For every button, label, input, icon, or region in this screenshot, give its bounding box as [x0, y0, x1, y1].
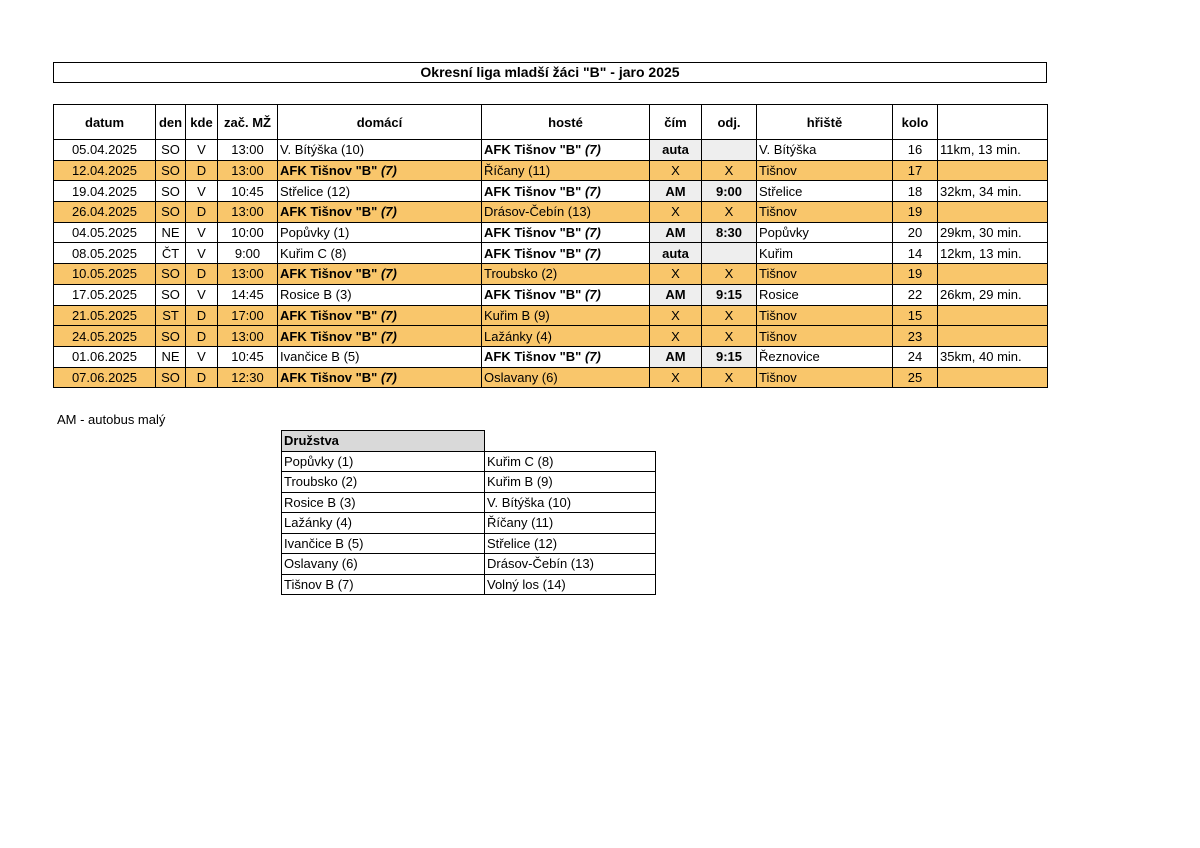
cell-kolo: 19: [893, 202, 938, 223]
team-name: AFK Tišnov "B": [484, 183, 582, 199]
team-name: AFK Tišnov "B": [280, 328, 378, 344]
cell-hriste: V. Bítýška: [757, 140, 893, 161]
team-number: (7): [581, 245, 601, 261]
table-row: [54, 181, 1048, 202]
team-number: (7): [377, 328, 397, 344]
cell-hoste: [482, 284, 650, 305]
team-name: AFK Tišnov "B": [484, 349, 582, 365]
team-name: AFK Tišnov "B": [484, 287, 582, 303]
cell-info: 26km, 29 min.: [938, 284, 1048, 305]
cell-den: ST: [156, 305, 186, 326]
team-left: Oslavany (6): [282, 554, 485, 575]
cell-odj: X: [702, 305, 757, 326]
cell-info: 35km, 40 min.: [938, 346, 1048, 367]
cell-den: SO: [156, 181, 186, 202]
cell-hoste: Kuřim B (9): [482, 305, 650, 326]
cell-hriste: Tišnov: [757, 326, 893, 347]
cell-kolo: 20: [893, 222, 938, 243]
page-title: Okresní liga mladší žáci "B" - jaro 2025: [53, 62, 1047, 83]
cell-cim: X: [650, 160, 702, 181]
table-row: [54, 202, 1048, 223]
cell-kolo: 15: [893, 305, 938, 326]
teams-row: [282, 472, 656, 493]
cell-info: [938, 367, 1048, 388]
teams-header: Družstva: [282, 431, 485, 452]
cell-hriste: Tišnov: [757, 202, 893, 223]
cell-info: [938, 305, 1048, 326]
cell-zac: 12:30: [218, 367, 278, 388]
team-number: (7): [377, 266, 397, 282]
cell-odj: X: [702, 367, 757, 388]
cell-datum: 19.04.2025: [54, 181, 156, 202]
cell-den: SO: [156, 140, 186, 161]
team-name: AFK Tišnov "B": [484, 245, 582, 261]
table-row: [54, 367, 1048, 388]
team-name: AFK Tišnov "B": [484, 225, 582, 241]
cell-zac: 9:00: [218, 243, 278, 264]
cell-hriste: Popůvky: [757, 222, 893, 243]
cell-domaci: [278, 326, 482, 347]
team-left: Ivančice B (5): [282, 533, 485, 554]
cell-kde: V: [186, 181, 218, 202]
cell-zac: 13:00: [218, 326, 278, 347]
cell-odj: X: [702, 326, 757, 347]
team-name: AFK Tišnov "B": [484, 142, 582, 158]
cell-domaci: [278, 202, 482, 223]
cell-hriste: Řeznovice: [757, 346, 893, 367]
table-row: [54, 346, 1048, 367]
team-right: Drásov-Čebín (13): [485, 554, 656, 575]
team-left: Rosice B (3): [282, 492, 485, 513]
table-row: [54, 160, 1048, 181]
team-number: (7): [581, 142, 601, 158]
cell-hriste: Tišnov: [757, 305, 893, 326]
cell-odj: 8:30: [702, 222, 757, 243]
cell-hriste: Střelice: [757, 181, 893, 202]
teams-header-row: [282, 431, 656, 452]
cell-datum: 05.04.2025: [54, 140, 156, 161]
cell-hoste: Říčany (11): [482, 160, 650, 181]
cell-info: 32km, 34 min.: [938, 181, 1048, 202]
cell-odj: [702, 140, 757, 161]
team-number: (7): [377, 307, 397, 323]
cell-kolo: 22: [893, 284, 938, 305]
team-name: AFK Tišnov "B": [280, 163, 378, 179]
cell-odj: 9:15: [702, 284, 757, 305]
cell-hriste: Tišnov: [757, 264, 893, 285]
cell-kde: V: [186, 346, 218, 367]
table-row: [54, 140, 1048, 161]
team-left: Troubsko (2): [282, 472, 485, 493]
team-number: (7): [581, 183, 601, 199]
cell-domaci: Střelice (12): [278, 181, 482, 202]
cell-zac: 13:00: [218, 264, 278, 285]
cell-kolo: 17: [893, 160, 938, 181]
cell-odj: X: [702, 202, 757, 223]
team-right: V. Bítýška (10): [485, 492, 656, 513]
cell-kolo: 25: [893, 367, 938, 388]
cell-kde: D: [186, 264, 218, 285]
cell-zac: 10:45: [218, 181, 278, 202]
cell-cim: AM: [650, 284, 702, 305]
teams-row: [282, 513, 656, 534]
cell-hoste: Troubsko (2): [482, 264, 650, 285]
teams-row: [282, 451, 656, 472]
legend-note: AM - autobus malý: [57, 412, 166, 427]
cell-cim: auta: [650, 243, 702, 264]
cell-hoste: Lažánky (4): [482, 326, 650, 347]
col-header-cim: čím: [650, 105, 702, 140]
cell-cim: X: [650, 202, 702, 223]
cell-kolo: 14: [893, 243, 938, 264]
cell-hoste: Oslavany (6): [482, 367, 650, 388]
table-row: [54, 243, 1048, 264]
table-row: [54, 284, 1048, 305]
cell-cim: X: [650, 305, 702, 326]
cell-domaci: V. Bítýška (10): [278, 140, 482, 161]
cell-hriste: Tišnov: [757, 160, 893, 181]
cell-info: 12km, 13 min.: [938, 243, 1048, 264]
teams-row: [282, 492, 656, 513]
team-name: AFK Tišnov "B": [280, 266, 378, 282]
teams-header-blank: [485, 431, 656, 452]
team-left: Lažánky (4): [282, 513, 485, 534]
cell-hoste: [482, 346, 650, 367]
team-right: Kuřim C (8): [485, 451, 656, 472]
cell-kde: D: [186, 326, 218, 347]
cell-den: NE: [156, 346, 186, 367]
cell-hoste: [482, 222, 650, 243]
cell-kde: D: [186, 202, 218, 223]
cell-cim: X: [650, 367, 702, 388]
cell-den: SO: [156, 326, 186, 347]
cell-datum: 08.05.2025: [54, 243, 156, 264]
team-name: AFK Tišnov "B": [280, 204, 378, 220]
cell-zac: 13:00: [218, 160, 278, 181]
cell-cim: auta: [650, 140, 702, 161]
team-name: AFK Tišnov "B": [280, 369, 378, 385]
cell-zac: 17:00: [218, 305, 278, 326]
cell-domaci: Popůvky (1): [278, 222, 482, 243]
cell-kde: D: [186, 160, 218, 181]
cell-den: SO: [156, 367, 186, 388]
col-header-hriste: hřiště: [757, 105, 893, 140]
table-row: [54, 222, 1048, 243]
cell-datum: 04.05.2025: [54, 222, 156, 243]
cell-kde: D: [186, 305, 218, 326]
cell-info: [938, 160, 1048, 181]
cell-cim: AM: [650, 181, 702, 202]
team-right: Volný los (14): [485, 574, 656, 595]
team-left: Popůvky (1): [282, 451, 485, 472]
table-row: [54, 264, 1048, 285]
col-header-datum: datum: [54, 105, 156, 140]
cell-info: [938, 202, 1048, 223]
cell-zac: 10:45: [218, 346, 278, 367]
table-row: [54, 326, 1048, 347]
team-number: (7): [581, 225, 601, 241]
team-right: Kuřim B (9): [485, 472, 656, 493]
cell-datum: 17.05.2025: [54, 284, 156, 305]
team-number: (7): [581, 287, 601, 303]
cell-domaci: Ivančice B (5): [278, 346, 482, 367]
cell-datum: 24.05.2025: [54, 326, 156, 347]
cell-odj: 9:00: [702, 181, 757, 202]
teams-row: [282, 574, 656, 595]
cell-kde: V: [186, 284, 218, 305]
teams-row: [282, 533, 656, 554]
cell-info: [938, 326, 1048, 347]
cell-domaci: [278, 264, 482, 285]
cell-hriste: Tišnov: [757, 367, 893, 388]
cell-hoste: [482, 243, 650, 264]
col-header-odj: odj.: [702, 105, 757, 140]
header-row: [54, 105, 1048, 140]
cell-odj: [702, 243, 757, 264]
cell-den: SO: [156, 160, 186, 181]
col-header-info: [938, 105, 1048, 140]
cell-hriste: Kuřim: [757, 243, 893, 264]
team-number: (7): [581, 349, 601, 365]
team-left: Tišnov B (7): [282, 574, 485, 595]
cell-info: [938, 264, 1048, 285]
cell-datum: 07.06.2025: [54, 367, 156, 388]
col-header-kolo: kolo: [893, 105, 938, 140]
cell-cim: AM: [650, 346, 702, 367]
cell-den: SO: [156, 202, 186, 223]
cell-den: ČT: [156, 243, 186, 264]
cell-domaci: [278, 367, 482, 388]
cell-domaci: Rosice B (3): [278, 284, 482, 305]
cell-kolo: 23: [893, 326, 938, 347]
cell-datum: 21.05.2025: [54, 305, 156, 326]
cell-odj: X: [702, 264, 757, 285]
cell-odj: 9:15: [702, 346, 757, 367]
cell-zac: 10:00: [218, 222, 278, 243]
team-right: Střelice (12): [485, 533, 656, 554]
cell-cim: X: [650, 326, 702, 347]
cell-kolo: 19: [893, 264, 938, 285]
cell-kde: V: [186, 222, 218, 243]
team-number: (7): [377, 163, 397, 179]
cell-datum: 26.04.2025: [54, 202, 156, 223]
cell-den: SO: [156, 284, 186, 305]
cell-kolo: 24: [893, 346, 938, 367]
team-name: AFK Tišnov "B": [280, 307, 378, 323]
cell-datum: 01.06.2025: [54, 346, 156, 367]
col-header-hoste: hosté: [482, 105, 650, 140]
cell-kolo: 16: [893, 140, 938, 161]
team-number: (7): [377, 204, 397, 220]
cell-den: NE: [156, 222, 186, 243]
cell-hoste: Drásov-Čebín (13): [482, 202, 650, 223]
col-header-den: den: [156, 105, 186, 140]
cell-hoste: [482, 181, 650, 202]
cell-kde: V: [186, 140, 218, 161]
cell-zac: 14:45: [218, 284, 278, 305]
table-row: [54, 305, 1048, 326]
col-header-kde: kde: [186, 105, 218, 140]
cell-kolo: 18: [893, 181, 938, 202]
cell-cim: X: [650, 264, 702, 285]
col-header-zac: zač. MŽ: [218, 105, 278, 140]
cell-domaci: [278, 160, 482, 181]
cell-cim: AM: [650, 222, 702, 243]
cell-zac: 13:00: [218, 202, 278, 223]
cell-info: 11km, 13 min.: [938, 140, 1048, 161]
schedule-table: [53, 104, 1048, 388]
cell-den: SO: [156, 264, 186, 285]
cell-info: 29km, 30 min.: [938, 222, 1048, 243]
team-right: Říčany (11): [485, 513, 656, 534]
cell-odj: X: [702, 160, 757, 181]
cell-domaci: [278, 305, 482, 326]
teams-row: [282, 554, 656, 575]
team-number: (7): [377, 369, 397, 385]
col-header-domaci: domácí: [278, 105, 482, 140]
cell-kde: V: [186, 243, 218, 264]
cell-kde: D: [186, 367, 218, 388]
cell-domaci: Kuřim C (8): [278, 243, 482, 264]
teams-table: [281, 430, 656, 595]
cell-datum: 10.05.2025: [54, 264, 156, 285]
cell-hoste: [482, 140, 650, 161]
cell-datum: 12.04.2025: [54, 160, 156, 181]
cell-zac: 13:00: [218, 140, 278, 161]
cell-hriste: Rosice: [757, 284, 893, 305]
